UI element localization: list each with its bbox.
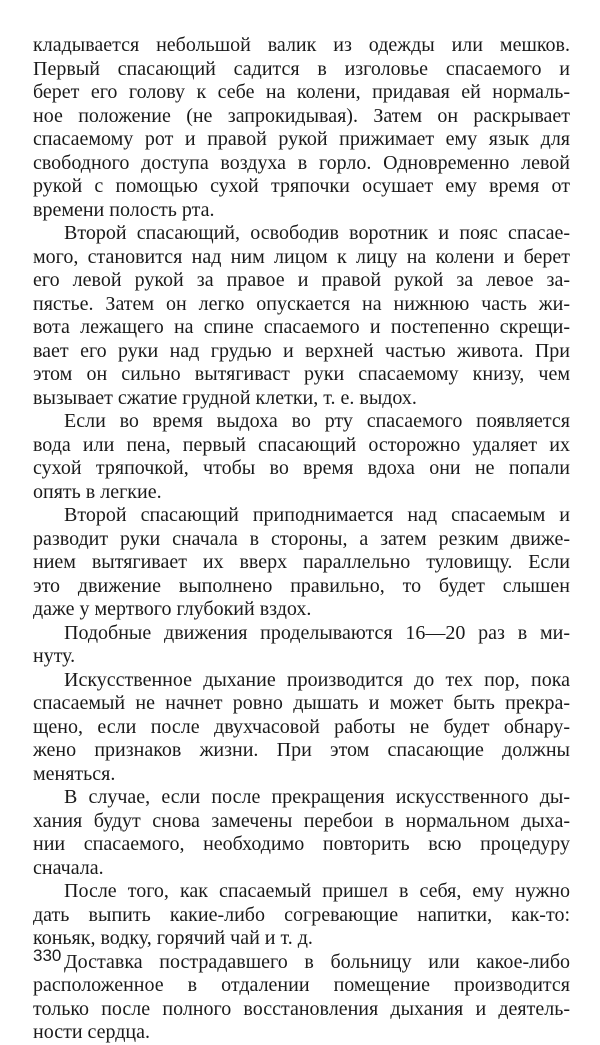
text-line: нием вытягивает их вверх параллельно туловищу. Если [33, 551, 570, 573]
text-line: спасаемому рот и правой рукой прижимает ему язык для [33, 128, 570, 150]
text-line: сухой тряпочкой, чтобы во время вдоха они не попали [33, 457, 570, 479]
text-line: В случае, если после прекращения искусственного ды- [64, 786, 570, 808]
paragraph [33, 669, 570, 787]
text-line: даже у мертвого глубокий вздох. [33, 598, 312, 620]
text-line: коньяк, водку, горячий чай и т. д. [33, 927, 313, 949]
paragraph [33, 880, 570, 951]
text-line: хания будут снова замечены перебои в нормальном дыха- [33, 809, 570, 832]
text-line: ности сердца. [33, 1021, 151, 1043]
text-line: сначала. [33, 856, 104, 879]
text-line: щено, если после двухчасовой работы не будет обнару- [33, 715, 570, 738]
text-line: жено признаков жизни. При этом спасающие должны [33, 739, 570, 761]
text-line: это движение выполнено правильно, то будет слышен [33, 574, 570, 597]
text-line: только после полного восстановления дыхания и деятель- [33, 997, 570, 1020]
text-line: Второй спасающий приподнимается над спасаемым и [64, 504, 570, 526]
text-line: его левой рукой за правое и правой рукой за левое за- [33, 269, 570, 291]
text-line: мого, становится над ним лицом к лицу на колени и берет [33, 245, 570, 268]
text-line: рукой с помощью сухой тряпочки осушает ему время от [33, 175, 570, 197]
text-line: меняться. [33, 762, 116, 785]
text-line: ное положение (не запрокидывая). Затем он раскрывает [33, 104, 570, 127]
text-line: вает его руки над грудью и верхней частью живота. При [33, 339, 570, 362]
text-line: нуту. [33, 645, 76, 667]
text-line: разводит руки сначала в стороны, а затем резким движе- [33, 527, 570, 550]
page-number: 330 [33, 946, 62, 965]
paragraph [33, 622, 570, 669]
paragraph [33, 222, 570, 410]
text-line: спасаемый не начнет ровно дышать и может быть прекра- [33, 692, 570, 714]
text-line: дать выпить какие-либо согревающие напитки, как-то: [33, 903, 570, 926]
text-line: Подобные движения проделываются 16—20 раз в ми- [64, 621, 570, 644]
text-line: расположенное в отдалении помещение производится [33, 974, 570, 996]
text-line: Второй спасающий, освободив воротник и пояс спасае- [64, 222, 570, 244]
paragraph [33, 410, 570, 504]
paragraph [33, 504, 570, 622]
paragraph [33, 34, 570, 222]
paragraph [33, 786, 570, 880]
text-line: Если во время выдоха во рту спасаемого появляется [64, 410, 570, 432]
text-line: свободного доступа воздуха в горло. Одновременно левой [33, 151, 570, 174]
text-line: пястье. Затем он легко опускается на нижнюю часть жи- [33, 292, 570, 315]
text-line: Первый спасающий садится в изголовье спасаемого и [33, 57, 570, 80]
page-body [33, 34, 570, 1045]
text-line: вота лежащего на спине спасаемого и постепенно скрещи- [33, 316, 570, 338]
text-line: Искусственное дыхание производится до тех пор, пока [64, 668, 570, 691]
text-line: кладывается небольшой валик из одежды или мешков. [33, 34, 570, 56]
text-line: После того, как спасаемый пришел в себя, ему нужно [64, 880, 570, 902]
paragraph [33, 951, 570, 1045]
text-line: опять в легкие. [33, 480, 162, 503]
text-line: вода или пена, первый спасающий осторожно удаляет их [33, 433, 570, 456]
text-line: времени полость рта. [33, 198, 215, 221]
text-line: берет его голову к себе на колени, придавая ей нормаль- [33, 81, 570, 103]
text-line: этом он сильно вытягиваст руки спасаемому книзу, чем [33, 363, 570, 385]
text-line: Доставка пострадавшего в больницу или какое-либо [64, 950, 570, 973]
text-line: вызывает сжатие грудной клетки, т. е. выдох. [33, 386, 417, 409]
text-line: нии спасаемого, необходимо повторить всю процедуру [33, 833, 570, 855]
